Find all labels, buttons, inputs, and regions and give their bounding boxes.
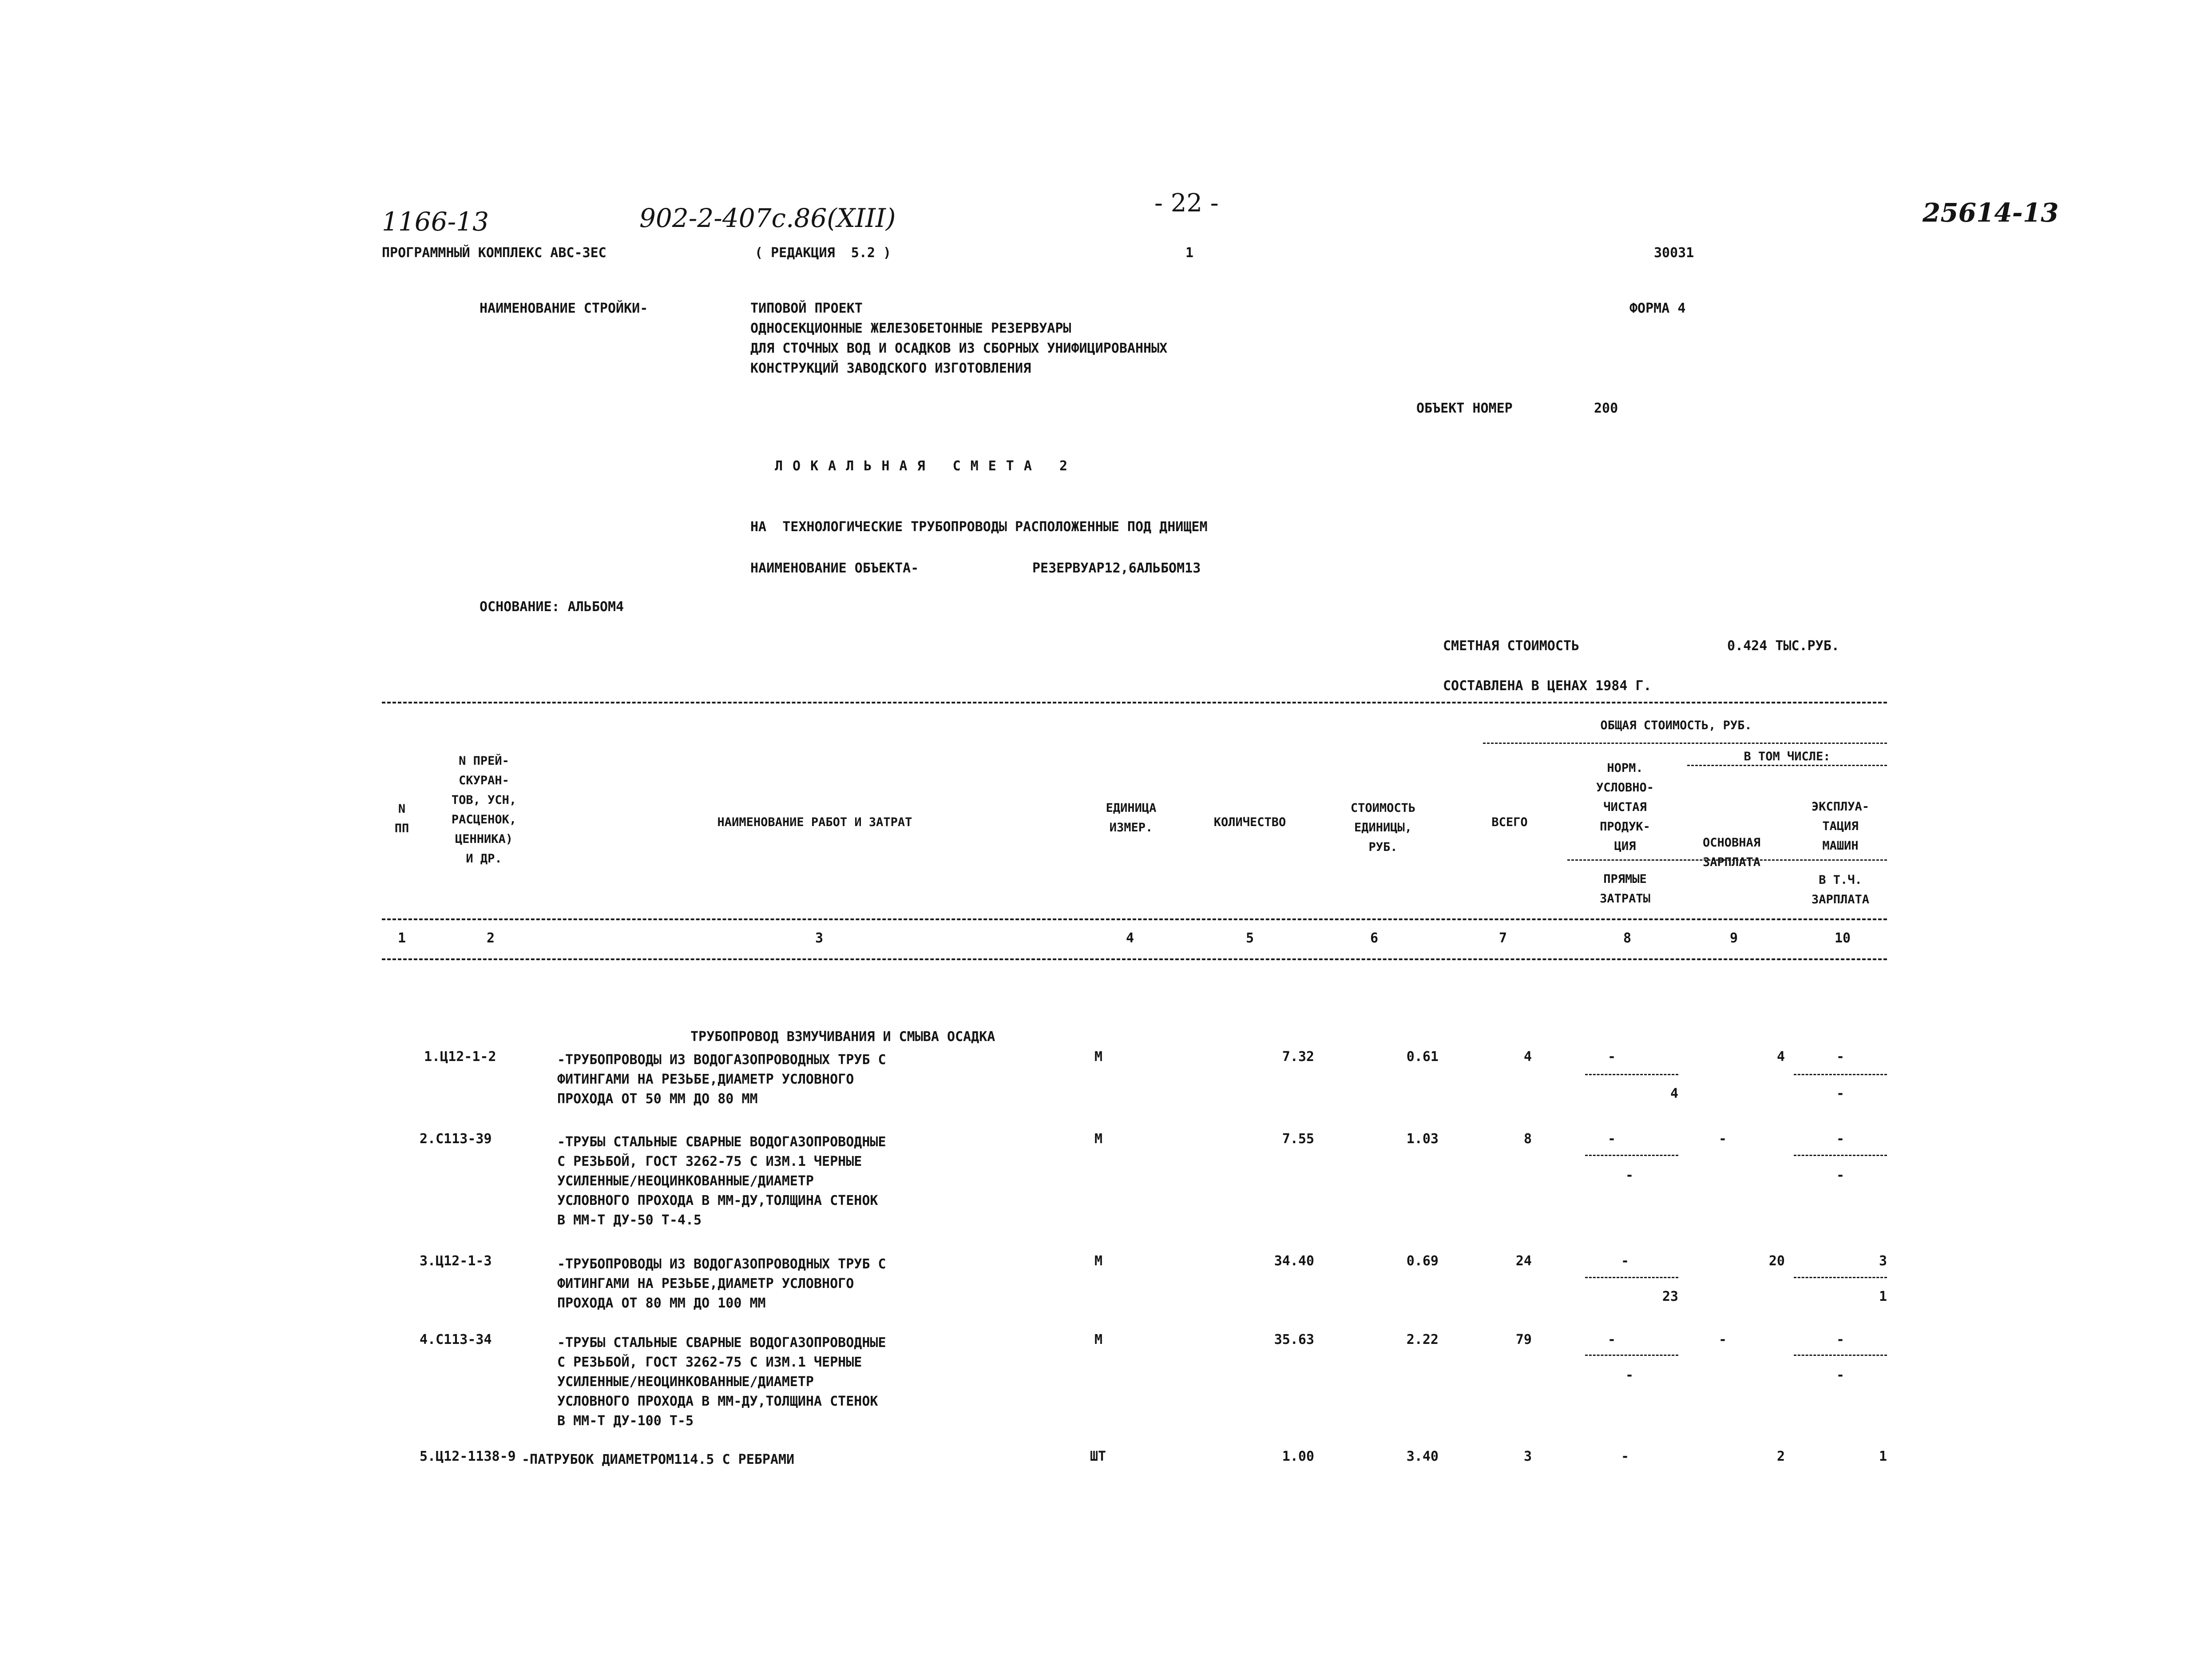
- object-name-label: НАИМЕНОВАНИЕ ОБЪЕКТА-: [750, 560, 919, 576]
- table-row-wages: -: [1718, 1131, 1727, 1147]
- handwritten-right-ref: 25614-13: [1923, 198, 2059, 228]
- row-rule: [1585, 1355, 1678, 1356]
- table-row-machines-bottom: -: [1836, 1367, 1845, 1383]
- table-row-total: 79: [1515, 1332, 1532, 1347]
- col-norm-header: НОРМ. УСЛОВНО- ЧИСТАЯ ПРОДУК- ЦИЯ: [1596, 761, 1654, 853]
- table-row-code: 5.Ц12-1138-9: [420, 1449, 516, 1464]
- table-row-total: 4: [1523, 1049, 1532, 1065]
- edition: ( РЕДАКЦИЯ 5.2 ): [755, 245, 892, 261]
- col-number-8: 8: [1623, 930, 1632, 946]
- table-row-unit-cost: 0.69: [1406, 1253, 1439, 1269]
- table-row-desc: -ТРУБОПРОВОДЫ ИЗ ВОДОГАЗОПРОВОДНЫХ ТРУБ С ФИТИНГАМИ НА РЕЗЬБЕ,ДИАМЕТР УСЛОВНОГО ПРОХОДА ОТ 80 ММ ДО 100 ММ: [557, 1256, 886, 1311]
- table-top-rule: [382, 702, 1887, 703]
- table-row-desc: -ТРУБОПРОВОДЫ ИЗ ВОДОГАЗОПРОВОДНЫХ ТРУБ С ФИТИНГАМИ НА РЕЗЬБЕ,ДИАМЕТР УСЛОВНОГО ПРОХОДА ОТ 50 ММ ДО 80 ММ: [557, 1052, 886, 1107]
- table-row-unit: М: [1094, 1332, 1103, 1347]
- object-number-label: ОБЪЕКТ НОМЕР: [1416, 401, 1513, 416]
- program-line: ПРОГРАММНЫЙ КОМПЛЕКС АВС-3ЕС: [382, 245, 607, 261]
- table-row-unit: ШТ: [1090, 1449, 1106, 1464]
- table-row-machines-top: 3: [1879, 1253, 1887, 1269]
- table-row-unit: М: [1094, 1049, 1103, 1065]
- table-row-unit-cost: 3.40: [1406, 1449, 1439, 1464]
- object-number: 200: [1594, 401, 1618, 416]
- estimate-title: ЛОКАЛЬНАЯ СМЕТА 2: [775, 458, 1078, 474]
- col-group-header: ОБЩАЯ СТОИМОСТЬ, РУБ.: [1600, 719, 1752, 732]
- price-basis: СОСТАВЛЕНА В ЦЕНАХ 1984 Г.: [1443, 678, 1652, 694]
- table-row-unit-cost: 1.03: [1406, 1131, 1439, 1147]
- col-unit-cost-header: СТОИМОСТЬ ЕДИНИЦЫ, РУБ.: [1350, 801, 1416, 854]
- table-row-machines-top: -: [1836, 1131, 1845, 1147]
- table-row-total: 3: [1523, 1449, 1532, 1464]
- col-qty-header: КОЛИЧЕСТВО: [1213, 815, 1286, 829]
- estimated-cost-value: 0.424 ТЫС.РУБ.: [1727, 638, 1839, 654]
- header-bottom-rule: [382, 918, 1887, 920]
- col-number-4: 4: [1126, 930, 1134, 946]
- row-rule: [1794, 1155, 1887, 1156]
- table-row-code: 1.Ц12-1-2: [424, 1049, 496, 1065]
- table-row-machines-bottom: -: [1836, 1086, 1845, 1101]
- table-row-total: 8: [1523, 1131, 1532, 1147]
- col-number-9: 9: [1729, 930, 1738, 946]
- col-number-10: 10: [1834, 930, 1851, 946]
- project-line-4: КОНСТРУКЦИЙ ЗАВОДСКОГО ИЗГОТОВЛЕНИЯ: [750, 361, 1031, 376]
- col-number-5: 5: [1245, 930, 1254, 946]
- table-row-code: 2.С113-39: [420, 1131, 492, 1147]
- row-rule: [1794, 1277, 1887, 1278]
- table-row-machines: 20: [1768, 1253, 1785, 1269]
- row-rule: [1794, 1355, 1887, 1356]
- estimated-cost-label: СМЕТНАЯ СТОИМОСТЬ: [1443, 638, 1580, 654]
- col-total-header: ВСЕГО: [1491, 815, 1528, 829]
- handwritten-project-code: 902-2-407с.86(XIII): [639, 203, 896, 233]
- project-line-2: ОДНОСЕКЦИОННЫЕ ЖЕЛЕЗОБЕТОННЫЕ РЕЗЕРВУАРЫ: [750, 321, 1071, 336]
- table-row-desc: -ТРУБЫ СТАЛЬНЫЕ СВАРНЫЕ ВОДОГАЗОПРОВОДНЫЕ С РЕЗЬБОЙ, ГОСТ 3262-75 С ИЗМ.1 ЧЕРНЫЕ УСИЛЕННЫЕ/НЕОЦИНКОВАННЫЕ/ДИАМЕТР УСЛОВНОГО ПРОХОДА В ММ-ДУ,ТОЛЩИНА СТЕНОК В ММ-Т ДУ-50 Т-4.5: [557, 1134, 886, 1228]
- estimate-subject: НА ТЕХНОЛОГИЧЕСКИЕ ТРУБОПРОВОДЫ РАСПОЛОЖЕННЫЕ ПОД ДНИЩЕМ: [750, 519, 1208, 535]
- table-row-norm: -: [1607, 1332, 1616, 1347]
- table-row-direct: 23: [1662, 1289, 1678, 1304]
- construction-label: НАИМЕНОВАНИЕ СТРОЙКИ-: [480, 301, 648, 316]
- handwritten-left-ref: 1166-13: [382, 207, 489, 237]
- table-row-desc: -ТРУБЫ СТАЛЬНЫЕ СВАРНЫЕ ВОДОГАЗОПРОВОДНЫЕ С РЕЗЬБОЙ, ГОСТ 3262-75 С ИЗМ.1 ЧЕРНЫЕ УСИЛЕННЫЕ/НЕОЦИНКОВАННЫЕ/ДИАМЕТР УСЛОВНОГО ПРОХОДА В ММ-ДУ,ТОЛЩИНА СТЕНОК В ММ-Т ДУ-100 Т-5: [557, 1335, 886, 1429]
- table-row-direct: -: [1625, 1367, 1634, 1383]
- col-number-6: 6: [1370, 930, 1379, 946]
- col-name-header: НАИМЕНОВАНИЕ РАБОТ И ЗАТРАТ: [717, 815, 912, 829]
- table-row-qty: 7.32: [1282, 1049, 1314, 1065]
- col-incl-header: В ТОМ ЧИСЛЕ:: [1744, 750, 1831, 763]
- table-row-unit: М: [1094, 1253, 1103, 1269]
- table-row-direct: 4: [1670, 1086, 1678, 1101]
- table-row-code: 4.С113-34: [420, 1332, 492, 1347]
- table-row-machines-top: 1: [1879, 1449, 1887, 1464]
- col-number-7: 7: [1498, 930, 1507, 946]
- group-rule: [1483, 743, 1887, 744]
- table-row-unit-cost: 0.61: [1406, 1049, 1439, 1065]
- numbers-bottom-rule: [382, 958, 1887, 960]
- table-row-machines: 2: [1776, 1449, 1785, 1464]
- col-unit-header: ЕДИНИЦА ИЗМЕР.: [1106, 801, 1157, 835]
- table-row-unit: М: [1094, 1131, 1103, 1147]
- table-row-norm: -: [1607, 1131, 1616, 1147]
- col-number-3: 3: [815, 930, 824, 946]
- object-name: РЕЗЕРВУАР12,6АЛЬБОМ13: [1032, 560, 1201, 576]
- col-machines-header: ЭКСПЛУА- ТАЦИЯ МАШИН: [1811, 800, 1870, 853]
- table-row-unit-cost: 2.22: [1406, 1332, 1439, 1347]
- row-rule: [1585, 1074, 1678, 1075]
- table-row-code: 3.Ц12-1-3: [420, 1253, 492, 1269]
- form-label: ФОРМА 4: [1629, 301, 1686, 316]
- col-number-2: 2: [486, 930, 495, 946]
- row-rule: [1585, 1155, 1678, 1156]
- table-row-direct: -: [1625, 1168, 1634, 1183]
- col-direct-header: ПРЯМЫЕ ЗАТРАТЫ: [1600, 872, 1650, 906]
- project-line-1: ТИПОВОЙ ПРОЕКТ: [750, 301, 863, 316]
- table-row-norm: -: [1621, 1253, 1629, 1269]
- col-number-1: 1: [397, 930, 406, 946]
- table-row-qty: 34.40: [1274, 1253, 1314, 1269]
- page-indicator: 1: [1185, 245, 1194, 261]
- row-rule: [1794, 1074, 1887, 1075]
- col-wages-header: ОСНОВНАЯ ЗАРПЛАТА: [1702, 836, 1761, 869]
- col-code-header: N ПРЕЙ- СКУРАН- ТОВ, УСН, РАСЦЕНОК, ЦЕННИКА) И ДР.: [451, 754, 517, 866]
- table-row-machines-top: -: [1836, 1332, 1845, 1347]
- row-rule: [1585, 1277, 1678, 1278]
- document-code: 30031: [1654, 245, 1694, 261]
- table-row-desc: -ПАТРУБОК ДИАМЕТРОМ114.5 С РЕБРАМИ: [522, 1452, 795, 1467]
- col-machines-wages-header: В Т.Ч. ЗАРПЛАТА: [1811, 873, 1870, 906]
- section-title: ТРУБОПРОВОД ВЗМУЧИВАНИЯ И СМЫВА ОСАДКА: [690, 1029, 995, 1045]
- col-num-header: N ПП: [394, 802, 409, 835]
- table-row-qty: 35.63: [1274, 1332, 1314, 1347]
- table-row-wages: -: [1718, 1332, 1727, 1347]
- table-row-qty: 1.00: [1282, 1449, 1314, 1464]
- page-number: - 22 -: [1154, 189, 1219, 218]
- table-row-machines: 4: [1776, 1049, 1785, 1065]
- table-row-total: 24: [1515, 1253, 1532, 1269]
- basis: ОСНОВАНИЕ: АЛЬБОМ4: [480, 599, 624, 615]
- table-row-machines-bottom: 1: [1879, 1289, 1887, 1304]
- table-row-norm: -: [1607, 1049, 1616, 1065]
- project-line-3: ДЛЯ СТОЧНЫХ ВОД И ОСАДКОВ ИЗ СБОРНЫХ УНИФИЦИРОВАННЫХ: [750, 341, 1168, 356]
- table-row-qty: 7.55: [1282, 1131, 1314, 1147]
- table-row-norm: -: [1621, 1449, 1629, 1464]
- table-row-machines-top: -: [1836, 1049, 1845, 1065]
- table-row-machines-bottom: -: [1836, 1168, 1845, 1183]
